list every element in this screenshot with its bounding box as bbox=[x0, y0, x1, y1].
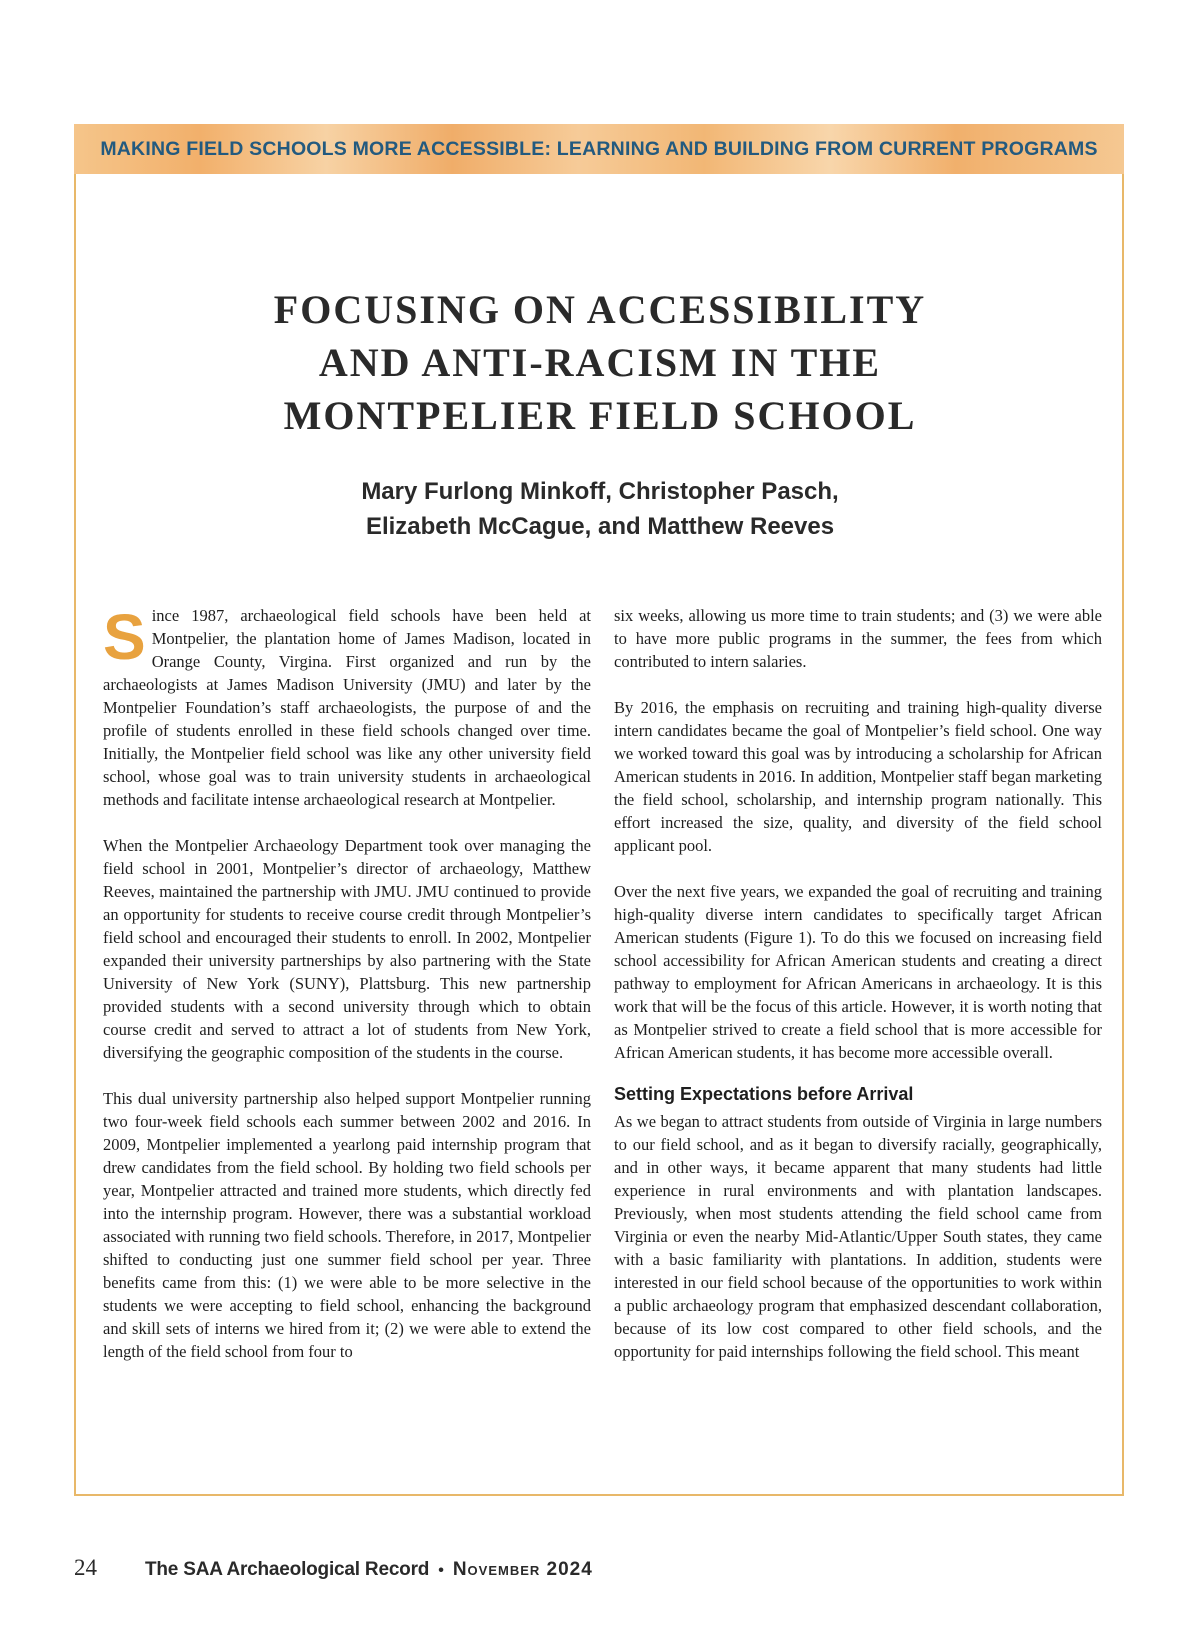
paragraph: When the Montpelier Archaeology Department took over managing the field school in 2001, Montpelier’s director of archaeology, Matthew Reeves, maintained the partnership with JMU. JMU continued to provide an opportunity for students to receive course credit through Montpelier’s field school and encouraged their students to enroll. In 2002, Montpelier expanded their university partnerships by also partnering with the State University of New York (SUNY), Plattsburg. This new partnership provided students with a second university through which to obtain course credit and served to attract a lot of students from New York, diversifying the geographic composition of the students in the course. bbox=[103, 836, 591, 1062]
journal-name: The SAA Archaeological Record bbox=[145, 1559, 430, 1580]
page-footer bbox=[74, 1555, 593, 1581]
paragraph: By 2016, the emphasis on recruiting and training high-quality diverse intern candidates became the goal of Montpelier’s field school. One way we worked toward this goal was by introducing a scholarship for African American students in 2016. In addition, Montpelier staff began marketing the field school, scholarship, and internship program nationally. This effort increased the size, quality, and diversity of the field school applicant pool. bbox=[614, 698, 1102, 855]
title-line: FOCUSING ON ACCESSIBILITY bbox=[273, 287, 927, 332]
footer-separator: • bbox=[438, 1562, 444, 1579]
paragraph: Over the next five years, we expanded the goal of recruiting and training high-quality diverse intern candidates to specifically target African American students (Figure 1). To do this we focused on increasing field school accessibility for African American students and creating a direct pathway to employment for African Americans in archaeology. It is this work that will be the focus of this article. However, it is worth noting that as Montpelier strived to create a field school that is more accessible for African American students, it has become more accessible overall. bbox=[614, 882, 1102, 1062]
issue-date: November 2024 bbox=[452, 1559, 593, 1580]
left-column bbox=[103, 601, 591, 1386]
right-column bbox=[614, 604, 1102, 1386]
paragraph: This dual university partnership also helped support Montpelier running two four-week field schools each summer between 2002 and 2016. In 2009, Montpelier implemented a yearlong paid internship program that drew candidates from the field school. By holding two field schools per year, Montpelier attracted and trained more students, which directly fed into the internship program. However, there was a substantial workload associated with running two field schools. Therefore, in 2017, Montpelier shifted to conducting just one summer field school per year. Three benefits came from this: (1) we were able to be more selective in the students we were accepting to field school, enhancing the background and skill sets of interns we hired from it; (2) we were able to extend the length of the field school from four to bbox=[103, 1089, 591, 1361]
article-title bbox=[150, 283, 1050, 442]
author-line: Mary Furlong Minkoff, Christopher Pasch, bbox=[361, 478, 839, 505]
title-line: MONTPELIER FIELD SCHOOL bbox=[283, 393, 917, 438]
drop-cap: S bbox=[103, 601, 146, 673]
title-line: AND ANTI-RACISM IN THE bbox=[318, 340, 882, 385]
section-subheading: Setting Expectations before Arrival bbox=[614, 1084, 914, 1104]
paragraph: As we began to attract students from outside of Virginia in large numbers to our field school, and as it began to diversify racially, geographically, and in other ways, it became apparent that many students had little experience in rural environments and with plantation landscapes. Previously, when most students attending the field school came from Virginia or even the nearby Mid-Atlantic/Upper South states, they came with a basic familiarity with plantations. In addition, students were interested in our field school because of the opportunities to work within a public archaeology program that emphasized descendant collaboration, because of its low cost compared to other field schools, and the opportunity for paid internships following the field school. This meant bbox=[614, 1112, 1102, 1361]
author-byline bbox=[150, 474, 1050, 544]
banner-text: MAKING FIELD SCHOOLS MORE ACCESSIBLE: LEARNING AND BUILDING FROM CURRENT PROGRAMS bbox=[100, 137, 1098, 160]
paragraph: six weeks, allowing us more time to train students; and (3) we were able to have more public programs in the summer, the fees from which contributed to intern salaries. bbox=[614, 606, 1102, 671]
author-line: Elizabeth McCague, and Matthew Reeves bbox=[365, 513, 835, 540]
paragraph-text: ince 1987, archaeological field schools have been held at Montpelier, the plantation home of James Madison, located in Orange County, Virgina. First organized and run by the archaeologists at James Madison University (JMU) and later by the Montpelier Foundation’s staff archaeologists, the purpose of and the profile of students enrolled in these field schools changed over time. Initially, the Montpelier field school was like any other university field school, whose goal was to train university students in archaeological methods and facilitate intense archaeological research at Montpelier. bbox=[103, 606, 591, 809]
page-number: 24 bbox=[74, 1555, 97, 1580]
section-banner bbox=[74, 124, 1124, 174]
paragraph bbox=[103, 601, 591, 811]
